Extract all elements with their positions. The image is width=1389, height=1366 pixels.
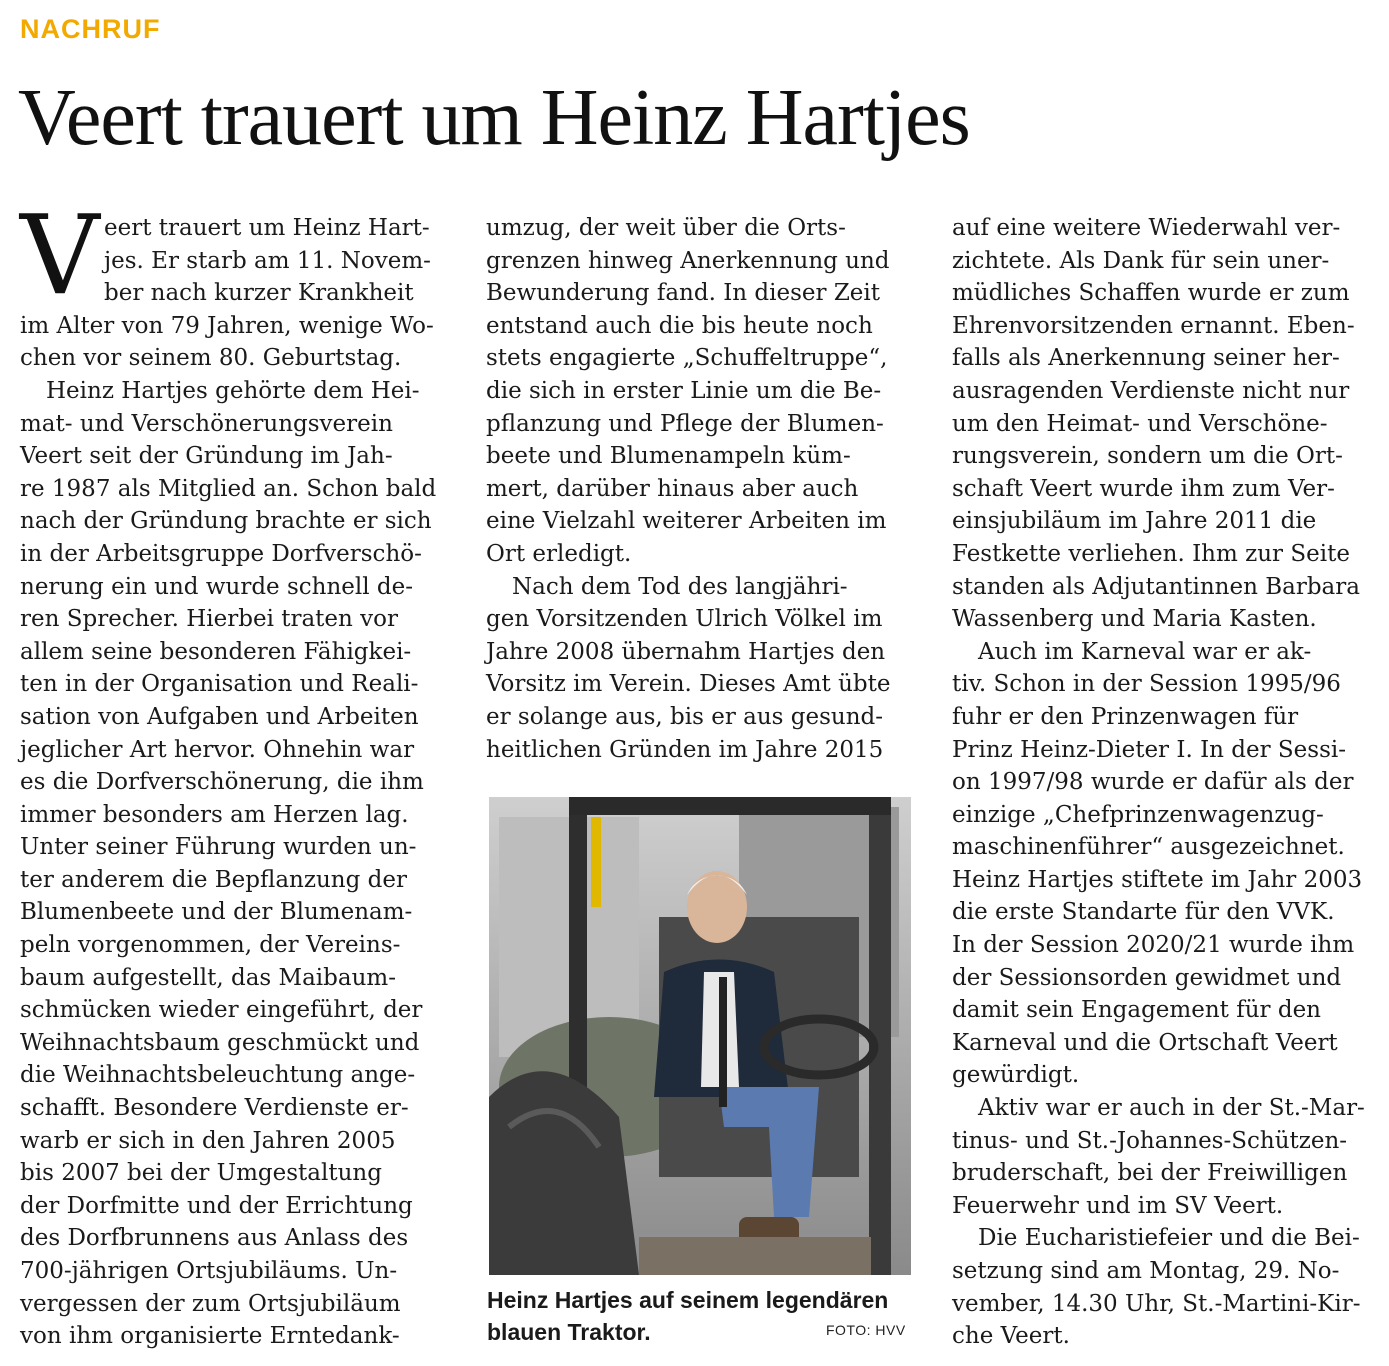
text-line: falls als Anerkennung seiner her- bbox=[952, 345, 1340, 372]
text-line: Wassenberg und Maria Kasten. bbox=[952, 606, 1317, 633]
text-line: ter anderem die Bepflanzung der bbox=[20, 866, 407, 893]
text-line: der Sessionsorden gewidmet und bbox=[952, 964, 1342, 991]
text-line: Prinz Heinz-Dieter I. In der Sessi- bbox=[952, 736, 1347, 763]
text-line: gen Vorsitzenden Ulrich Völkel im bbox=[486, 606, 883, 633]
text-line: Heinz Hartjes stiftete im Jahr 2003 bbox=[952, 866, 1363, 893]
text-line: umzug, der weit über die Orts- bbox=[486, 215, 846, 241]
text-line: Ehrenvorsitzenden ernannt. Eben- bbox=[952, 312, 1355, 339]
article-column-2 bbox=[486, 212, 911, 766]
text-line: In der Session 2020/21 wurde ihm bbox=[952, 932, 1355, 959]
text-line: die Weihnachtsbeleuchtung ange- bbox=[20, 1062, 416, 1089]
text-line: maschinenführer“ ausgezeichnet. bbox=[952, 834, 1345, 861]
text-line: Jahre 2008 übernahm Hartjes den bbox=[486, 638, 886, 665]
text-line: Karneval und die Ortschaft Veert bbox=[952, 1029, 1338, 1056]
text-line: einsjubiläum im Jahre 2011 die bbox=[952, 508, 1317, 535]
drop-cap: V bbox=[20, 191, 100, 319]
text-line: allem seine besonderen Fähigkei- bbox=[20, 638, 412, 665]
text-line: ren Sprecher. Hierbei traten vor bbox=[20, 606, 398, 633]
article-column-3 bbox=[952, 212, 1382, 1353]
text-line: entstand auch die bis heute noch bbox=[486, 312, 873, 339]
text-line: grenzen hinweg Anerkennung und bbox=[486, 247, 890, 274]
text-line: jeglicher Art hervor. Ohnehin war bbox=[20, 736, 415, 763]
text-line: ten in der Organisation und Reali- bbox=[20, 671, 419, 698]
text-line: müdliches Schaffen wurde er zum bbox=[952, 280, 1350, 307]
text-line: gewürdigt. bbox=[952, 1062, 1080, 1089]
text-line: Nach dem Tod des langjähri- bbox=[512, 573, 848, 600]
text-line: peln vorgenommen, der Vereins- bbox=[20, 932, 401, 959]
text-line: tinus- und St.-Johannes-Schützen- bbox=[952, 1127, 1348, 1154]
text-line: auf eine weitere Wiederwahl ver- bbox=[952, 215, 1341, 241]
text-line: Weihnachtsbaum geschmückt und bbox=[20, 1029, 420, 1056]
text-line: im Alter von 79 Jahren, wenige Wo- bbox=[20, 312, 434, 339]
text-line: vergessen der zum Ortsjubiläum bbox=[20, 1290, 401, 1317]
article-column-1 bbox=[20, 212, 450, 1353]
text-line: Festkette verliehen. Ihm zur Seite bbox=[952, 540, 1350, 567]
text-line: Ort erledigt. bbox=[486, 540, 632, 567]
text-line: tiv. Schon in der Session 1995/96 bbox=[952, 671, 1341, 698]
text-line: um den Heimat- und Verschöne- bbox=[952, 410, 1328, 437]
text-line: des Dorfbrunnens aus Anlass des bbox=[20, 1225, 409, 1252]
caption-line: Heinz Hartjes auf seinem legendären bbox=[487, 1287, 889, 1313]
text-line: der Dorfmitte und der Errichtung bbox=[20, 1192, 413, 1219]
text-line: re 1987 als Mitglied an. Schon bald bbox=[20, 475, 437, 502]
text-line: Aktiv war er auch in der St.-Mar- bbox=[978, 1095, 1365, 1122]
text-line: 700-jährigen Ortsjubiläums. Un- bbox=[20, 1258, 398, 1284]
text-line: ber nach kurzer Krankheit bbox=[104, 280, 414, 307]
text-line: on 1997/98 wurde er dafür als der bbox=[952, 769, 1354, 796]
text-line: Veert seit der Gründung im Jah- bbox=[20, 443, 393, 470]
text-line: er solange aus, bis er aus gesund- bbox=[486, 703, 884, 730]
text-line: bis 2007 bei der Umgestaltung bbox=[20, 1160, 382, 1187]
caption-line: blauen Traktor. bbox=[487, 1319, 651, 1345]
tractor-photo bbox=[489, 797, 911, 1275]
text-line: nerung ein und wurde schnell de- bbox=[20, 573, 414, 600]
text-line: heitlichen Gründen im Jahre 2015 bbox=[486, 736, 884, 763]
kicker: NACHRUF bbox=[20, 14, 161, 44]
text-line: die erste Standarte für den VVK. bbox=[952, 899, 1335, 926]
text-line: damit sein Engagement für den bbox=[952, 997, 1321, 1024]
text-line: schafft. Besondere Verdienste er- bbox=[20, 1095, 409, 1122]
text-line: Feuerwehr und im SV Veert. bbox=[952, 1192, 1284, 1219]
text-line: pflanzung und Pflege der Blumen- bbox=[486, 410, 884, 437]
text-line: baum aufgestellt, das Maibaum- bbox=[20, 964, 396, 991]
text-line: eert trauert um Heinz Hart- bbox=[104, 215, 430, 241]
text-line: von ihm organisierte Erntedank- bbox=[20, 1323, 400, 1350]
text-line: Vorsitz im Verein. Dieses Amt übte bbox=[486, 671, 891, 698]
text-line: vember, 14.30 Uhr, St.-Martini-Kir- bbox=[952, 1290, 1361, 1317]
text-line: mat- und Verschönerungsverein bbox=[20, 410, 393, 437]
text-line: che Veert. bbox=[952, 1323, 1070, 1350]
text-line: eine Vielzahl weiterer Arbeiten im bbox=[486, 508, 887, 535]
text-line: nach der Gründung brachte er sich bbox=[20, 508, 432, 535]
text-line: rungsverein, sondern um die Ort- bbox=[952, 443, 1343, 470]
text-line: jes. Er starb am 11. Novem- bbox=[104, 247, 431, 274]
text-line: Blumenbeete und der Blumenam- bbox=[20, 899, 413, 926]
text-line: einzige „Chefprinzenwagenzug- bbox=[952, 801, 1324, 828]
photo-credit: FOTO: HVV bbox=[826, 1322, 906, 1338]
text-line: Die Eucharistiefeier und die Bei- bbox=[978, 1225, 1360, 1252]
headline: Veert trauert um Heinz Hartjes bbox=[18, 74, 970, 162]
text-line: Heinz Hartjes gehörte dem Hei- bbox=[46, 377, 420, 404]
text-line: sation von Aufgaben und Arbeiten bbox=[20, 703, 419, 730]
text-line: Bewunderung fand. In dieser Zeit bbox=[486, 280, 881, 307]
text-line: mert, darüber hinaus aber auch bbox=[486, 475, 859, 502]
text-line: stets engagierte „Schuffeltruppe“, bbox=[486, 345, 888, 372]
photo-illustration bbox=[489, 797, 911, 1275]
text-line: warb er sich in den Jahren 2005 bbox=[20, 1127, 396, 1154]
text-line: bruderschaft, bei der Freiwilligen bbox=[952, 1160, 1348, 1187]
text-line: Unter seiner Führung wurden un- bbox=[20, 834, 417, 861]
text-line: es die Dorfverschönerung, die ihm bbox=[20, 769, 424, 796]
text-line: zichtete. Als Dank für sein uner- bbox=[952, 247, 1330, 274]
text-line: Auch im Karneval war er ak- bbox=[978, 638, 1312, 665]
text-line: immer besonders am Herzen lag. bbox=[20, 801, 409, 828]
text-line: in der Arbeitsgruppe Dorfverschö- bbox=[20, 540, 422, 567]
text-line: schmücken wieder eingeführt, der bbox=[20, 997, 423, 1024]
photo-caption bbox=[487, 1284, 911, 1348]
text-line: die sich in erster Linie um die Be- bbox=[486, 377, 882, 404]
text-line: chen vor seinem 80. Geburtstag. bbox=[20, 345, 402, 372]
text-line: setzung sind am Montag, 29. No- bbox=[952, 1258, 1340, 1284]
text-line: standen als Adjutantinnen Barbara bbox=[952, 573, 1360, 600]
text-line: beete und Blumenampeln küm- bbox=[486, 443, 851, 470]
text-line: ausragenden Verdienste nicht nur bbox=[952, 377, 1350, 404]
text-line: schaft Veert wurde ihm zum Ver- bbox=[952, 475, 1335, 502]
text-line: fuhr er den Prinzenwagen für bbox=[952, 703, 1299, 730]
